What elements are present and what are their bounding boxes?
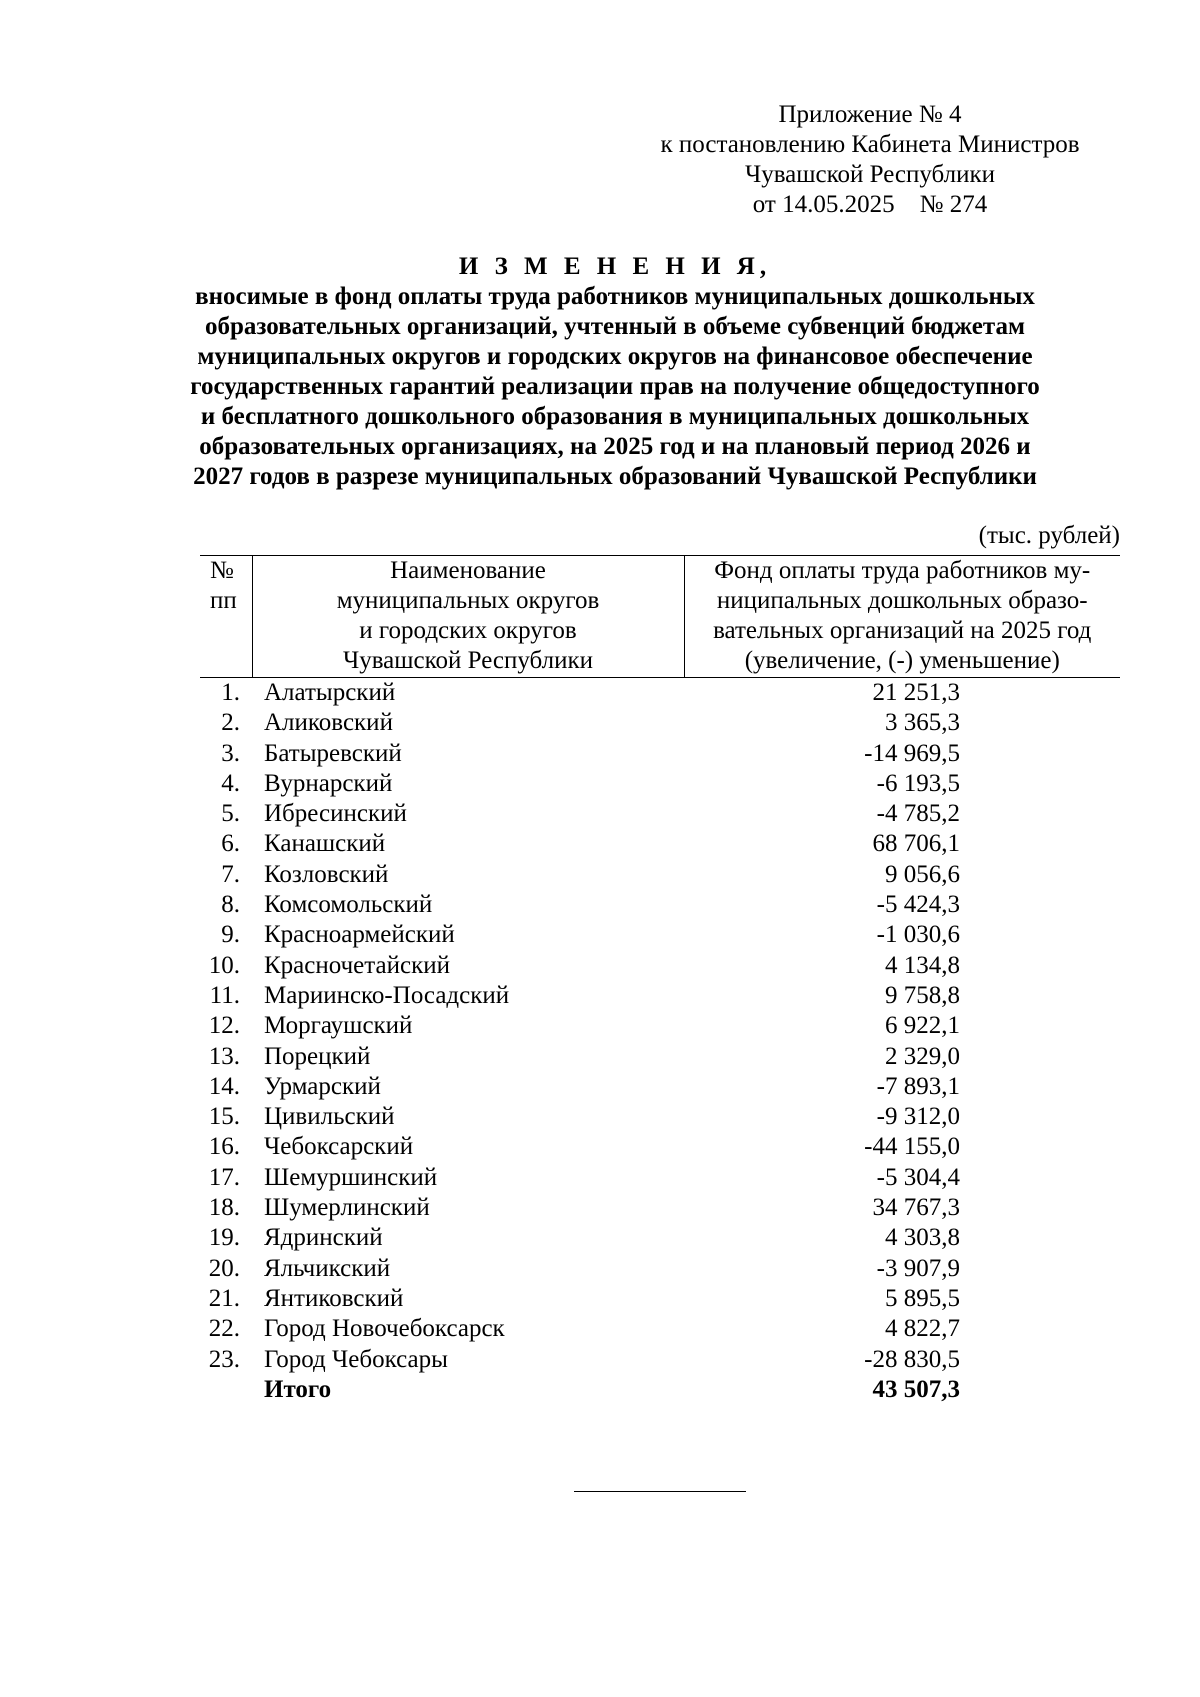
row-value: -7 893,1 [876, 1072, 960, 1100]
appendix-republic: Чувашской Республики [744, 161, 996, 188]
row-number: 12. [208, 1012, 240, 1040]
header-name: Наименование муниципальных округов и городских округов Чувашской Республики [252, 556, 684, 678]
row-value: 34 767,3 [872, 1194, 960, 1222]
row-municipality: Козловский [264, 860, 389, 888]
table-row [200, 951, 1120, 981]
row-value: 4 822,7 [885, 1315, 960, 1343]
total-value: 43 507,3 [872, 1375, 960, 1403]
title-line: 2027 годов в разрезе муниципальных образований Чувашской Республики [193, 463, 1037, 490]
row-municipality: Порецкий [264, 1042, 371, 1070]
table-row [200, 1314, 1120, 1344]
table-row [200, 1345, 1120, 1375]
row-municipality: Комсомольский [264, 891, 433, 919]
title-heading: И З М Е Н Е Н И Я, [458, 253, 772, 280]
appendix-number: Приложение № 4 [778, 101, 962, 128]
row-value: 9 056,6 [885, 860, 960, 888]
title-line: государственных гарантий реализации прав на получение общедоступного [190, 373, 1040, 400]
table-row [200, 860, 1120, 890]
row-value: 9 758,8 [885, 981, 960, 1009]
data-table [200, 555, 1120, 1405]
table-row [200, 981, 1120, 1011]
row-municipality: Янтиковский [264, 1284, 404, 1312]
row-number: 21. [208, 1284, 240, 1312]
row-value: -5 304,4 [876, 1163, 960, 1191]
total-label: Итого [264, 1375, 332, 1403]
row-number: 4. [221, 769, 240, 797]
row-value: -14 969,5 [864, 739, 960, 767]
row-number: 2. [221, 709, 240, 737]
row-value: -9 312,0 [876, 1103, 960, 1131]
table-row [200, 1072, 1120, 1102]
appendix-reference: к постановлению Кабинета Министров [660, 131, 1080, 158]
total-row [200, 1375, 1120, 1405]
table-row [200, 1193, 1120, 1223]
row-municipality: Шумерлинский [264, 1194, 430, 1222]
row-municipality: Урмарский [264, 1072, 381, 1100]
table-row [200, 769, 1120, 799]
row-value: 4 134,8 [885, 951, 960, 979]
row-number: 14. [208, 1072, 240, 1100]
row-number: 3. [221, 739, 240, 767]
title-line: образовательных организаций, учтенный в объеме субвенций бюджетам [204, 313, 1026, 340]
row-number: 7. [221, 860, 240, 888]
appendix-date-number: от 14.05.2025 № 274 [752, 191, 988, 218]
row-value: -3 907,9 [876, 1254, 960, 1282]
row-value: -6 193,5 [876, 769, 960, 797]
table-row [200, 1102, 1120, 1132]
table-row [200, 799, 1120, 829]
document-title [150, 252, 1080, 492]
table-row [200, 739, 1120, 769]
row-value: -44 155,0 [864, 1133, 960, 1161]
row-value: 2 329,0 [885, 1042, 960, 1070]
table-row [200, 1163, 1120, 1193]
table-row [200, 678, 1120, 709]
row-number: 20. [208, 1254, 240, 1282]
row-value: 3 365,3 [885, 709, 960, 737]
row-municipality: Цивильский [264, 1103, 395, 1131]
row-number: 23. [208, 1345, 240, 1373]
table-row [200, 1284, 1120, 1314]
row-municipality: Город Чебоксары [264, 1345, 448, 1373]
units-label: (тыс. рублей) [978, 522, 1120, 549]
table-row [200, 1254, 1120, 1284]
row-municipality: Батыревский [264, 739, 402, 767]
row-number: 18. [208, 1194, 240, 1222]
row-number: 9. [221, 921, 240, 949]
row-number: 19. [208, 1224, 240, 1252]
table-row [200, 708, 1120, 738]
row-municipality: Алатырский [264, 679, 396, 706]
title-line: муниципальных округов и городских округов на финансовое обеспечение [197, 343, 1033, 370]
row-value: 4 303,8 [885, 1224, 960, 1252]
row-number: 11. [209, 981, 240, 1009]
row-number: 17. [208, 1163, 240, 1191]
row-municipality: Ядринский [264, 1224, 383, 1252]
row-number: 1. [221, 679, 240, 706]
table-row [200, 890, 1120, 920]
table-row [200, 1223, 1120, 1253]
end-rule [574, 1491, 746, 1492]
row-municipality: Вурнарский [264, 769, 393, 797]
row-value: 6 922,1 [885, 1012, 960, 1040]
row-number: 10. [208, 951, 240, 979]
row-value: 21 251,3 [872, 679, 960, 706]
table-row [200, 1132, 1120, 1162]
table-row [200, 1042, 1120, 1072]
row-value: 5 895,5 [885, 1284, 960, 1312]
table-header-row [200, 556, 1120, 678]
row-municipality: Красночетайский [264, 951, 450, 979]
header-number: № пп [200, 556, 252, 678]
row-municipality: Красноармейский [264, 921, 455, 949]
title-line: и бесплатного дошкольного образования в муниципальных дошкольных [200, 403, 1030, 430]
appendix-block [640, 100, 1100, 220]
row-value: -28 830,5 [864, 1345, 960, 1373]
table-row [200, 920, 1120, 950]
row-municipality: Шемуршинский [264, 1163, 438, 1191]
row-number: 13. [208, 1042, 240, 1070]
row-value: -4 785,2 [876, 800, 960, 828]
row-number: 6. [221, 830, 240, 858]
row-number: 15. [208, 1103, 240, 1131]
header-value: Фонд оплаты труда работников му- ниципальных дошкольных образо- вательных организаций на 2025 год (увеличение, (-) уменьшение) [684, 556, 1120, 678]
table-body [200, 678, 1120, 1406]
table-row [200, 1011, 1120, 1041]
row-municipality: Город Новочебоксарск [264, 1315, 505, 1343]
row-municipality: Ибресинский [264, 800, 407, 828]
row-value: -5 424,3 [876, 891, 960, 919]
row-municipality: Канашский [264, 830, 386, 858]
row-municipality: Аликовский [264, 709, 393, 737]
row-number: 5. [221, 800, 240, 828]
title-line: вносимые в фонд оплаты труда работников муниципальных дошкольных [195, 283, 1035, 310]
row-number: 22. [208, 1315, 240, 1343]
row-value: -1 030,6 [876, 921, 960, 949]
total-number-empty [200, 1375, 252, 1405]
row-number: 8. [221, 891, 240, 919]
row-municipality: Моргаушский [264, 1012, 413, 1040]
row-number: 16. [208, 1133, 240, 1161]
table-row [200, 829, 1120, 859]
row-value: 68 706,1 [872, 830, 960, 858]
title-line: образовательных организациях, на 2025 год и на плановый период 2026 и [199, 433, 1031, 460]
row-municipality: Яльчикский [264, 1254, 391, 1282]
row-municipality: Чебоксарский [264, 1133, 414, 1161]
row-municipality: Мариинско-Посадский [264, 981, 510, 1009]
